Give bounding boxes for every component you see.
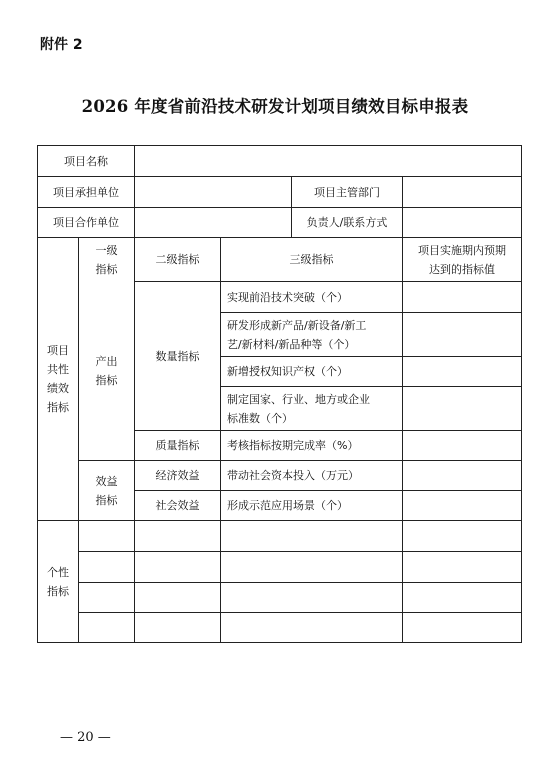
target-value-header: 项目实施期内预期 达到的指标值 <box>418 243 506 276</box>
output-indicators-label: 产出 指标 <box>95 355 118 387</box>
quantity-indicator-label: 数量指标 <box>155 349 200 363</box>
common-indicators-label: 项目 共性 绩效 指标 <box>47 344 69 414</box>
indicator-item: 制定国家、行业、地方或企业 标准数（个） <box>227 392 370 425</box>
level1-header: 一级 指标 <box>95 243 118 276</box>
project-name-label: 项目名称 <box>64 154 108 168</box>
quality-indicator-label: 质量指标 <box>155 439 200 452</box>
attachment-label: 附件 2 <box>40 37 83 53</box>
economic-benefit-label: 经济效益 <box>155 469 200 482</box>
indicator-item: 考核指标按期完成率（%） <box>227 439 359 452</box>
table-line <box>402 237 403 643</box>
level2-header: 二级指标 <box>155 253 200 266</box>
page-title: 2026 年度省前沿技术研发计划项目绩效目标申报表 <box>81 97 469 116</box>
table-line <box>37 642 522 643</box>
cooperating-unit-label: 项目合作单位 <box>53 216 119 229</box>
table-line <box>134 145 135 237</box>
level3-header: 三级指标 <box>289 253 334 266</box>
supervising-dept-label: 项目主管部门 <box>314 185 380 199</box>
indicator-item: 形成示范应用场景（个） <box>227 499 348 512</box>
undertaking-unit-label: 项目承担单位 <box>53 185 119 199</box>
table-line <box>402 176 403 237</box>
page-number: — 20 — <box>60 730 111 745</box>
contact-label: 负责人/联系方式 <box>306 216 388 229</box>
social-benefit-label: 社会效益 <box>155 499 200 512</box>
indicator-item: 实现前沿技术突破（个） <box>227 290 348 304</box>
benefit-indicators-label: 效益 指标 <box>95 474 118 507</box>
table-line <box>521 145 522 643</box>
table-line <box>78 612 521 613</box>
table-line <box>78 582 521 583</box>
indicator-item: 带动社会资本投入（万元） <box>227 469 359 482</box>
table-line <box>78 551 521 552</box>
individual-indicators-label: 个性 指标 <box>47 565 69 598</box>
indicator-item: 研发形成新产品/新设备/新工 艺/新材料/新品种等（个） <box>227 318 367 351</box>
indicator-item: 新增授权知识产权（个） <box>227 365 348 378</box>
table-line <box>37 520 521 521</box>
